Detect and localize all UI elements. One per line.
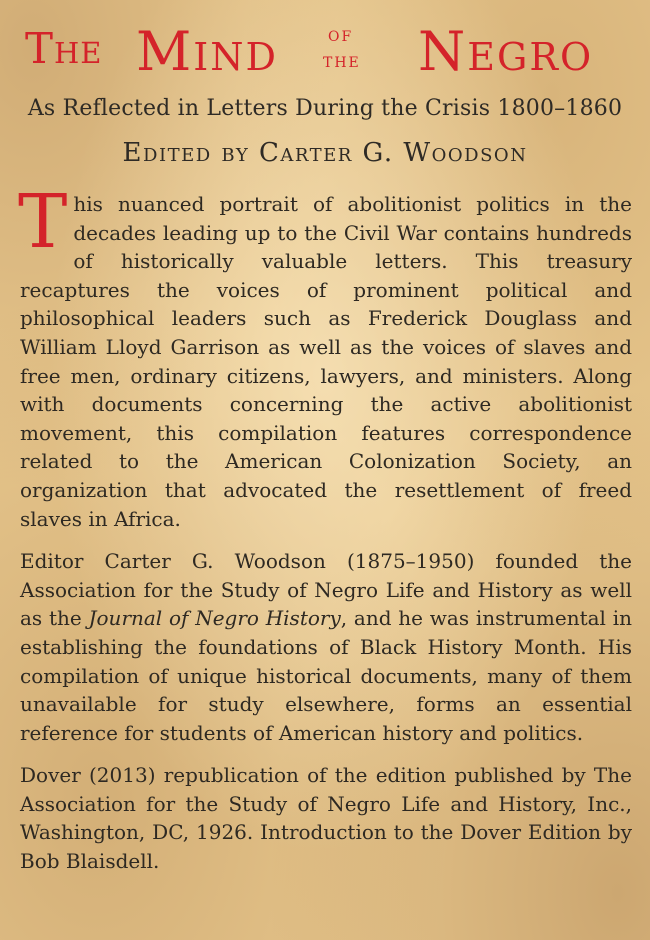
paragraph-2-text-a: Editor Carter G. Woodson (1875–1950) founded the Association for the Study of Negro Life and History as well as the (20, 549, 632, 631)
paragraph-1-text: his nuanced portrait of abolitionist politics in the decades leading up to the Civil War contains hundreds of historically valuable letters. This treasury recaptures the voices of prominent political and philosophical leaders such as Frederick Douglass and William Lloyd Garrison as well as the voices of slaves and free men, ordinary citizens, lawyers, and ministers. Along with documents concerning the active abolitionist movement, this compilation features correspondence related to the American Colonization Society, an organization that advocated the resettlement of freed slaves in Africa. (20, 192, 632, 531)
publication-note: Dover (2013) republication of the edition published by The Association for the Study of Negro Life and History, Inc., Washington, DC, 1926. Introduction to the Dover Edition by Bob Blaisdell. (20, 763, 632, 874)
title-word-negro: Negro (418, 20, 594, 83)
description-body (18, 179, 632, 876)
title-word-mind: Mind (136, 20, 279, 83)
paragraph-2-text-b: , and he was instrumental in establishing the foundations of Black History Month. His compilation of unique historical documents, many of them unavailable for study elsewhere, forms an essential reference for students of American history and politics. (20, 606, 632, 745)
description-paragraph-2 (20, 547, 632, 747)
description-paragraph-1 (18, 179, 632, 533)
title-word-the-small: the (323, 48, 361, 72)
journal-title: Journal of Negro History (88, 606, 341, 631)
drop-cap: T (18, 179, 68, 265)
editor-line: Edited by Carter G. Woodson (122, 138, 528, 168)
title-word-the: The (25, 24, 103, 73)
title-word-of: of (328, 22, 354, 46)
book-title (0, 18, 650, 94)
book-subtitle: As Reflected in Letters During the Crisis 1800–1860 (27, 96, 623, 121)
